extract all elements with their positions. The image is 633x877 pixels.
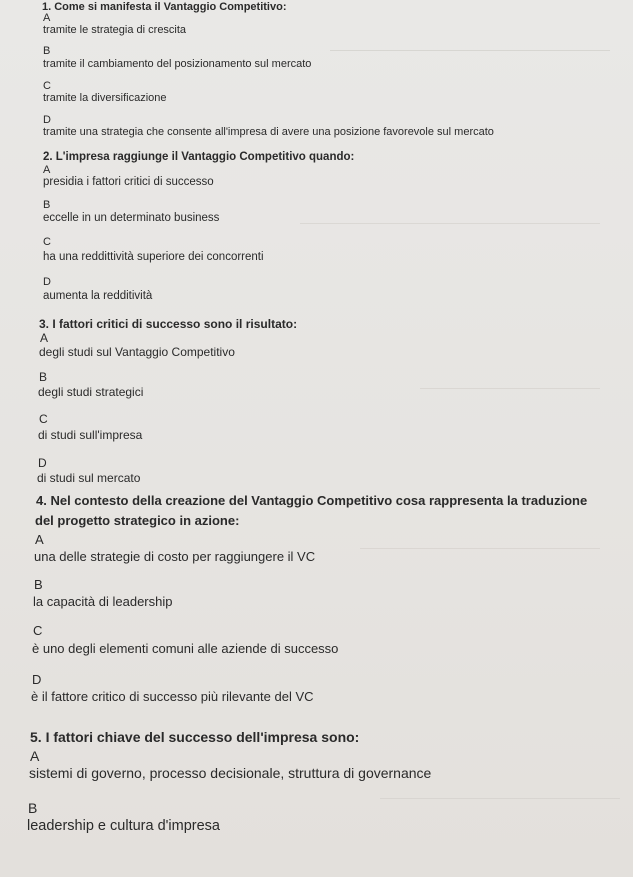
- q1-option-a-letter: A: [43, 12, 51, 24]
- q4-option-d-text[interactable]: è il fattore critico di successo più rilevante del VC: [31, 689, 314, 704]
- question-1-title: 1. Come si manifesta il Vantaggio Competitivo:: [42, 1, 287, 13]
- question-3-title: 3. I fattori critici di successo sono il risultato:: [39, 317, 298, 331]
- q1-option-b-text[interactable]: tramite il cambiamento del posizionamento sul mercato: [43, 58, 312, 70]
- q5-option-b-text[interactable]: leadership e cultura d'impresa: [27, 818, 220, 834]
- q2-option-d-text[interactable]: aumenta la redditività: [43, 290, 153, 302]
- q4-option-d-letter: D: [32, 672, 42, 687]
- q4-option-b-text[interactable]: la capacità di leadership: [33, 594, 173, 609]
- q4-option-a-letter: A: [35, 532, 44, 547]
- q3-option-d-letter: D: [38, 456, 47, 470]
- q3-option-d-text[interactable]: di studi sul mercato: [37, 471, 141, 485]
- q3-option-b-text[interactable]: degli studi strategici: [38, 385, 144, 399]
- question-4-title-line2: del progetto strategico in azione:: [35, 513, 240, 528]
- q1-option-d-text[interactable]: tramite una strategia che consente all'impresa di avere una posizione favorevole sul mercato: [43, 126, 494, 138]
- q1-option-b-letter: B: [43, 45, 51, 57]
- q5-option-a-letter: A: [30, 748, 40, 764]
- q4-option-b-letter: B: [34, 577, 43, 592]
- q4-option-a-text[interactable]: una delle strategie di costo per raggiungere il VC: [34, 549, 316, 564]
- q1-option-d-letter: D: [43, 114, 51, 126]
- q3-option-b-letter: B: [39, 370, 48, 384]
- q4-option-c-text[interactable]: è uno degli elementi comuni alle aziende di successo: [32, 641, 339, 656]
- q3-option-c-letter: C: [39, 412, 48, 426]
- q2-option-b-text[interactable]: eccelle in un determinato business: [43, 212, 220, 224]
- q2-option-a-letter: A: [43, 164, 51, 176]
- q5-option-b-letter: B: [28, 800, 38, 816]
- q3-option-c-text[interactable]: di studi sull'impresa: [38, 428, 143, 442]
- question-5-title: 5. I fattori chiave del successo dell'impresa sono:: [30, 729, 360, 745]
- q5-option-a-text[interactable]: sistemi di governo, processo decisionale, struttura di governance: [29, 765, 432, 781]
- question-2-title: 2. L'impresa raggiunge il Vantaggio Competitivo quando:: [43, 151, 355, 163]
- q3-option-a-letter: A: [40, 331, 49, 345]
- q2-option-c-text[interactable]: ha una reddittività superiore dei concorrenti: [43, 251, 264, 263]
- q2-option-c-letter: C: [43, 236, 51, 248]
- q3-option-a-text[interactable]: degli studi sul Vantaggio Competitivo: [39, 345, 235, 359]
- q1-option-c-letter: C: [43, 80, 51, 92]
- q2-option-d-letter: D: [43, 276, 51, 288]
- q1-option-a-text[interactable]: tramite le strategia di crescita: [43, 24, 187, 36]
- q2-option-a-text[interactable]: presidia i fattori critici di successo: [43, 176, 214, 188]
- q1-option-c-text[interactable]: tramite la diversificazione: [43, 92, 167, 104]
- q2-option-b-letter: B: [43, 199, 51, 211]
- q4-option-c-letter: C: [33, 623, 43, 638]
- question-4-title-line1: 4. Nel contesto della creazione del Vantaggio Competitivo cosa rappresenta la traduzione: [36, 493, 588, 508]
